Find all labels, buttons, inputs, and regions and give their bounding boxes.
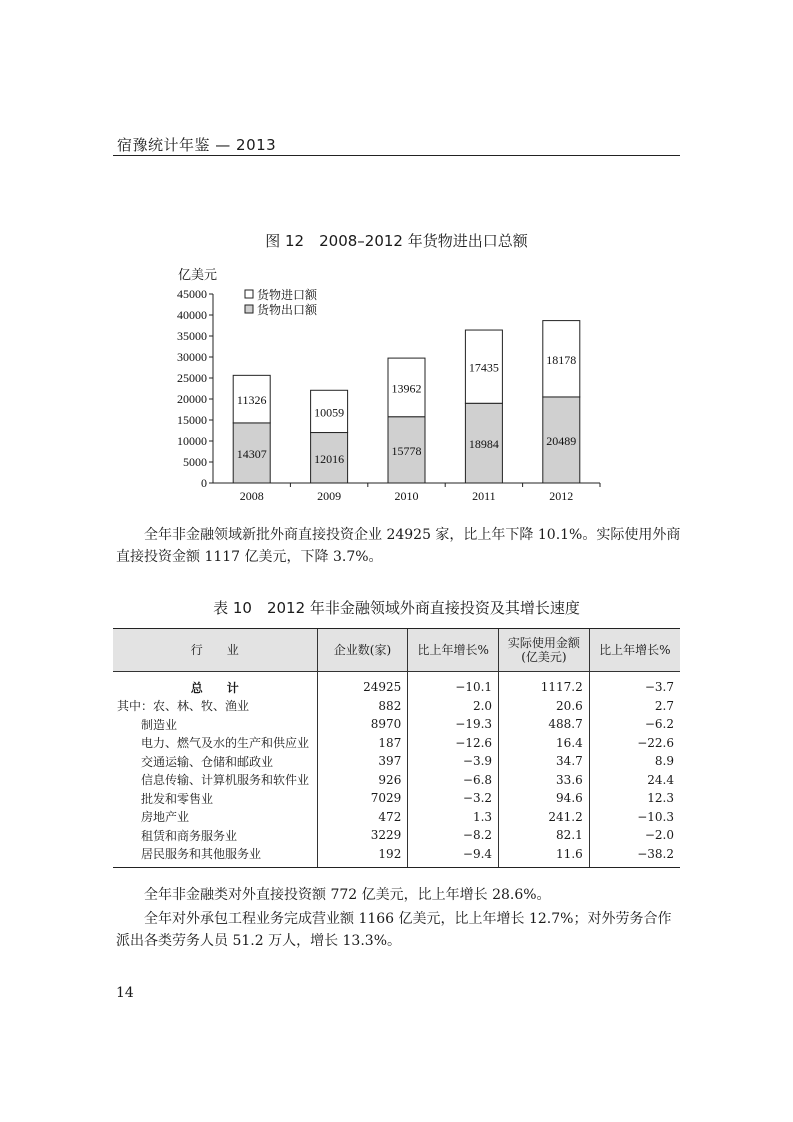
data-label-export-2009: 12016 (314, 451, 345, 466)
industry-cell: 电力、燃气及水的生产和供应业 (141, 736, 310, 751)
value-cell: −22.6 (589, 734, 680, 753)
table-row (113, 672, 680, 697)
value-cell: −9.4 (408, 845, 499, 868)
value-cell: −6.8 (408, 771, 499, 790)
value-cell: 8970 (317, 715, 408, 734)
y-tick-label: 30000 (177, 350, 207, 364)
x-tick-label: 2009 (317, 489, 342, 503)
page-number: 14 (116, 985, 134, 1001)
value-cell: 1.3 (408, 808, 499, 827)
value-cell: 24925 (317, 672, 408, 697)
value-cell: 7029 (317, 789, 408, 808)
value-cell: 1117.2 (499, 672, 590, 697)
value-cell: 16.4 (499, 734, 590, 753)
value-cell: 2.0 (408, 697, 499, 716)
value-cell: 397 (317, 752, 408, 771)
industry-cell: 房地产业 (141, 810, 190, 825)
header-rule (113, 155, 680, 156)
value-cell: −3.2 (408, 789, 499, 808)
value-cell: −38.2 (589, 845, 680, 868)
table-row (113, 826, 680, 845)
data-label-export-2008: 14307 (236, 446, 267, 461)
value-cell: 33.6 (499, 771, 590, 790)
running-header: 宿豫统计年鉴 — 2013 (117, 136, 277, 154)
value-cell: 34.7 (499, 752, 590, 771)
table-row (113, 715, 680, 734)
table-header-cell: 实际使用金额 (亿美元) (499, 629, 590, 672)
legend-label: 货物出口额 (257, 303, 318, 317)
value-cell: 187 (317, 734, 408, 753)
industry-cell: 其中：农、林、牧、渔业 (117, 699, 250, 714)
data-label-import-2011: 17435 (468, 360, 499, 375)
y-tick-label: 35000 (177, 329, 207, 343)
value-cell: 12.3 (589, 789, 680, 808)
value-cell: −12.6 (408, 734, 499, 753)
y-tick-label: 20000 (177, 392, 207, 406)
y-tick-label: 45000 (177, 287, 207, 301)
industry-cell: 信息传输、计算机服务和软件业 (141, 773, 310, 788)
value-cell: 241.2 (499, 808, 590, 827)
data-label-export-2012: 20489 (546, 433, 577, 448)
industry-cell: 制造业 (141, 717, 178, 732)
x-tick-label: 2010 (394, 489, 419, 503)
y-tick-label: 5000 (183, 455, 207, 469)
data-label-import-2012: 18178 (546, 352, 577, 367)
x-tick-label: 2008 (239, 489, 264, 503)
table-body (113, 672, 680, 868)
table-row (113, 808, 680, 827)
value-cell: −2.0 (589, 826, 680, 845)
value-cell: −6.2 (589, 715, 680, 734)
value-cell: 20.6 (499, 697, 590, 716)
value-cell: 926 (317, 771, 408, 790)
table-row (113, 752, 680, 771)
paragraph-fdi-summary (116, 524, 682, 568)
table-row (113, 789, 680, 808)
value-cell: 488.7 (499, 715, 590, 734)
value-cell: −3.9 (408, 752, 499, 771)
table-row (113, 697, 680, 716)
x-tick-label: 2011 (472, 489, 496, 503)
stacked-bar-chart (150, 260, 630, 510)
y-tick-label: 0 (201, 476, 207, 490)
paragraph-fdi-text: 全年非金融领域新批外商直接投资企业 24925 家，比上年下降 10.1%。实际使用外商直接投资金额 1117 亿美元，下降 3.7%。 (116, 527, 681, 565)
value-cell: −10.3 (589, 808, 680, 827)
data-label-import-2009: 10059 (314, 405, 345, 420)
industry-cell: 租赁和商务服务业 (141, 828, 238, 843)
legend-swatch (245, 305, 253, 313)
fdi-table (113, 628, 680, 868)
value-cell: 8.9 (589, 752, 680, 771)
value-cell: −3.7 (589, 672, 680, 697)
y-axis-label: 亿美元 (178, 267, 218, 282)
value-cell: 882 (317, 697, 408, 716)
table-header-row (113, 629, 680, 672)
chart-container (150, 260, 630, 510)
table-title: 表 10 2012 年非金融领域外商直接投资及其增长速度 (213, 599, 580, 617)
value-cell: −10.1 (408, 672, 499, 697)
y-tick-label: 10000 (177, 434, 207, 448)
value-cell: 82.1 (499, 826, 590, 845)
y-tick-label: 15000 (177, 413, 207, 427)
table-row (113, 734, 680, 753)
paragraph-contracting-text: 全年对外承包工程业务完成营业额 1166 亿美元，比上年增长 12.7%；对外劳务合作派出各类劳务人员 51.2 万人，增长 13.3%。 (116, 911, 672, 949)
value-cell: 3229 (317, 826, 408, 845)
industry-cell: 批发和零售业 (141, 791, 214, 806)
value-cell: −19.3 (408, 715, 499, 734)
value-cell: 24.4 (589, 771, 680, 790)
figure-title: 图 12 2008–2012 年货物进出口总额 (265, 232, 528, 250)
value-cell: 11.6 (499, 845, 590, 868)
legend-swatch (245, 290, 253, 298)
value-cell: −8.2 (408, 826, 499, 845)
data-label-export-2010: 15778 (391, 443, 422, 458)
table-header-cell: 比上年增长% (408, 629, 499, 672)
paragraph-contracting (116, 908, 682, 952)
paragraph-outward-text: 全年非金融类对外直接投资额 772 亿美元，比上年增长 28.6%。 (144, 887, 551, 903)
data-label-import-2008: 11326 (236, 393, 267, 408)
value-cell: 94.6 (499, 789, 590, 808)
paragraph-outward-investment (116, 884, 682, 906)
table-header-cell: 行 业 (113, 629, 317, 672)
table-row (113, 771, 680, 790)
table-header-cell: 企业数(家) (317, 629, 408, 672)
y-tick-label: 25000 (177, 371, 207, 385)
value-cell: 472 (317, 808, 408, 827)
industry-cell: 居民服务和其他服务业 (113, 845, 317, 868)
x-tick-label: 2012 (549, 489, 574, 503)
table-row (113, 845, 680, 868)
industry-cell: 总 计 (190, 680, 239, 695)
data-label-import-2010: 13962 (391, 381, 422, 396)
value-cell: 2.7 (589, 697, 680, 716)
table-header-cell: 比上年增长% (589, 629, 680, 672)
y-tick-label: 40000 (177, 308, 207, 322)
industry-cell: 交通运输、仓储和邮政业 (141, 754, 274, 769)
value-cell: 192 (317, 845, 408, 868)
legend-label: 货物进口额 (257, 288, 318, 302)
data-label-export-2011: 18984 (468, 437, 499, 452)
